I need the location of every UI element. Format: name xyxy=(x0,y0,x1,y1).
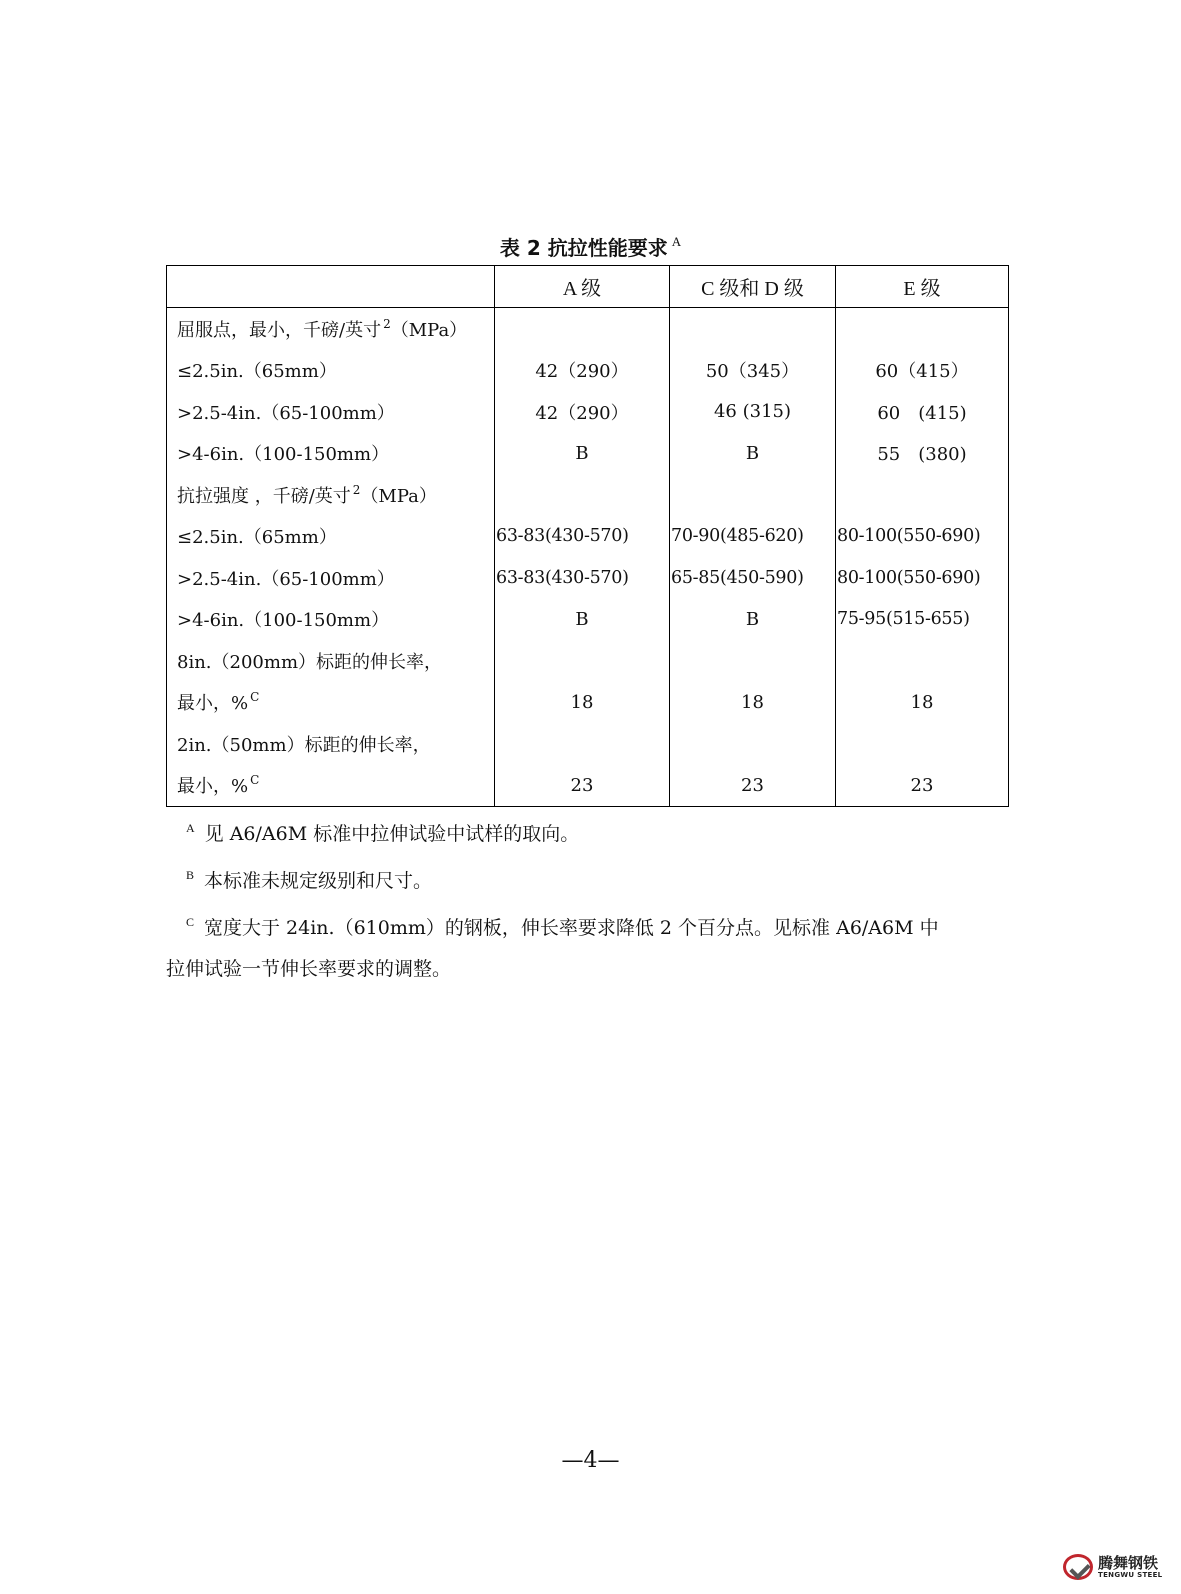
table-row xyxy=(167,308,1009,350)
value-grade-e xyxy=(836,308,1009,350)
footnote-c-continuation: 拉伸试验一节伸长率要求的调整。 xyxy=(166,958,452,980)
value-grade-e: 80-100(550-690) xyxy=(836,557,1009,599)
value-grade-e: 75-95(515-655) xyxy=(836,599,1009,641)
value-grade-a: 23 xyxy=(495,765,670,807)
header-grade-c-d: C 级和 D 级 xyxy=(670,266,836,308)
value-grade-a: 63-83(430-570) xyxy=(495,516,670,558)
value-grade-e xyxy=(836,723,1009,765)
table-row xyxy=(167,765,1009,807)
value-grade-e: 18 xyxy=(836,682,1009,724)
value-grade-c-d: B xyxy=(670,433,836,475)
value-grade-c-d: 18 xyxy=(670,682,836,724)
value-grade-c-d xyxy=(670,640,836,682)
value-grade-a xyxy=(495,308,670,350)
value-grade-c-d xyxy=(670,474,836,516)
row-label: 抗拉强度 ，千磅/英寸 $^2$（MPa） xyxy=(167,474,495,516)
value-grade-c-d: 23 xyxy=(670,765,836,807)
logo-text-cn: 腾舞钢铁 xyxy=(1098,1554,1159,1572)
table-row xyxy=(167,433,1009,475)
row-label: >4-6in.（100-150mm） xyxy=(167,599,495,641)
value-grade-a: 42（290） xyxy=(495,350,670,392)
value-grade-a: 63-83(430-570) xyxy=(495,557,670,599)
value-grade-a xyxy=(495,474,670,516)
row-label: ≤2.5in.（65mm） xyxy=(167,350,495,392)
value-grade-e: 60 (415) xyxy=(836,391,1009,433)
row-label: 最小，% $^C$ xyxy=(167,765,495,807)
logo-mark-icon xyxy=(1063,1554,1093,1580)
value-grade-c-d: 46 (315) xyxy=(670,391,836,433)
footnote-c: $^C$ 宽度大于 24in.（610mm）的钢板，伸长率要求降低 2 个百分点。见标准 A6/A6M 中 xyxy=(186,915,939,939)
table-title: 表 2 抗拉性能要求 $^A$ xyxy=(499,234,682,260)
header-grade-e: E 级 xyxy=(836,266,1009,308)
row-label: 8in.（200mm）标距的伸长率， xyxy=(167,640,495,682)
table-row xyxy=(167,682,1009,724)
value-grade-e xyxy=(836,474,1009,516)
table-row xyxy=(167,723,1009,765)
table-row xyxy=(167,350,1009,392)
value-grade-a: 18 xyxy=(495,682,670,724)
value-grade-a xyxy=(495,723,670,765)
value-grade-e: 23 xyxy=(836,765,1009,807)
table-row xyxy=(167,391,1009,433)
row-label: >2.5-4in.（65-100mm） xyxy=(167,391,495,433)
tensile-requirements-table xyxy=(166,265,1009,807)
table-header-row xyxy=(167,266,1009,308)
page-number: —4— xyxy=(561,1448,620,1473)
footnotes xyxy=(166,808,1008,990)
footnote-a: $^A$ 见 A6/A6M 标准中拉伸试验中试样的取向。 xyxy=(186,821,580,845)
value-grade-e: 60（415） xyxy=(836,350,1009,392)
value-grade-c-d: 50（345） xyxy=(670,350,836,392)
table-row xyxy=(167,599,1009,641)
row-label: 最小，% $^C$ xyxy=(167,682,495,724)
logo-text-en: TENGWU STEEL xyxy=(1098,1571,1163,1579)
row-label: >2.5-4in.（65-100mm） xyxy=(167,557,495,599)
row-label: 2in.（50mm）标距的伸长率， xyxy=(167,723,495,765)
value-grade-a xyxy=(495,640,670,682)
brand-logo xyxy=(1063,1552,1173,1584)
row-label: ≤2.5in.（65mm） xyxy=(167,516,495,558)
header-grade-a: A 级 xyxy=(495,266,670,308)
value-grade-c-d: 65-85(450-590) xyxy=(670,557,836,599)
footnote-b: $^B$ 本标准未规定级别和尺寸。 xyxy=(186,868,433,892)
value-grade-c-d xyxy=(670,723,836,765)
value-grade-e xyxy=(836,640,1009,682)
title-footnote-mark: A xyxy=(671,234,682,249)
table-row xyxy=(167,557,1009,599)
value-grade-c-d: B xyxy=(670,599,836,641)
value-grade-e: 55 (380) xyxy=(836,433,1009,475)
value-grade-a: B xyxy=(495,599,670,641)
value-grade-c-d: 70-90(485-620) xyxy=(670,516,836,558)
value-grade-e: 80-100(550-690) xyxy=(836,516,1009,558)
value-grade-c-d xyxy=(670,308,836,350)
table-row xyxy=(167,474,1009,516)
table-row xyxy=(167,516,1009,558)
row-label: 屈服点，最小，千磅/英寸 $^2$（MPa） xyxy=(167,308,495,350)
table-row xyxy=(167,640,1009,682)
row-label: >4-6in.（100-150mm） xyxy=(167,433,495,475)
header-blank xyxy=(167,266,495,308)
value-grade-a: 42（290） xyxy=(495,391,670,433)
value-grade-a: B xyxy=(495,433,670,475)
